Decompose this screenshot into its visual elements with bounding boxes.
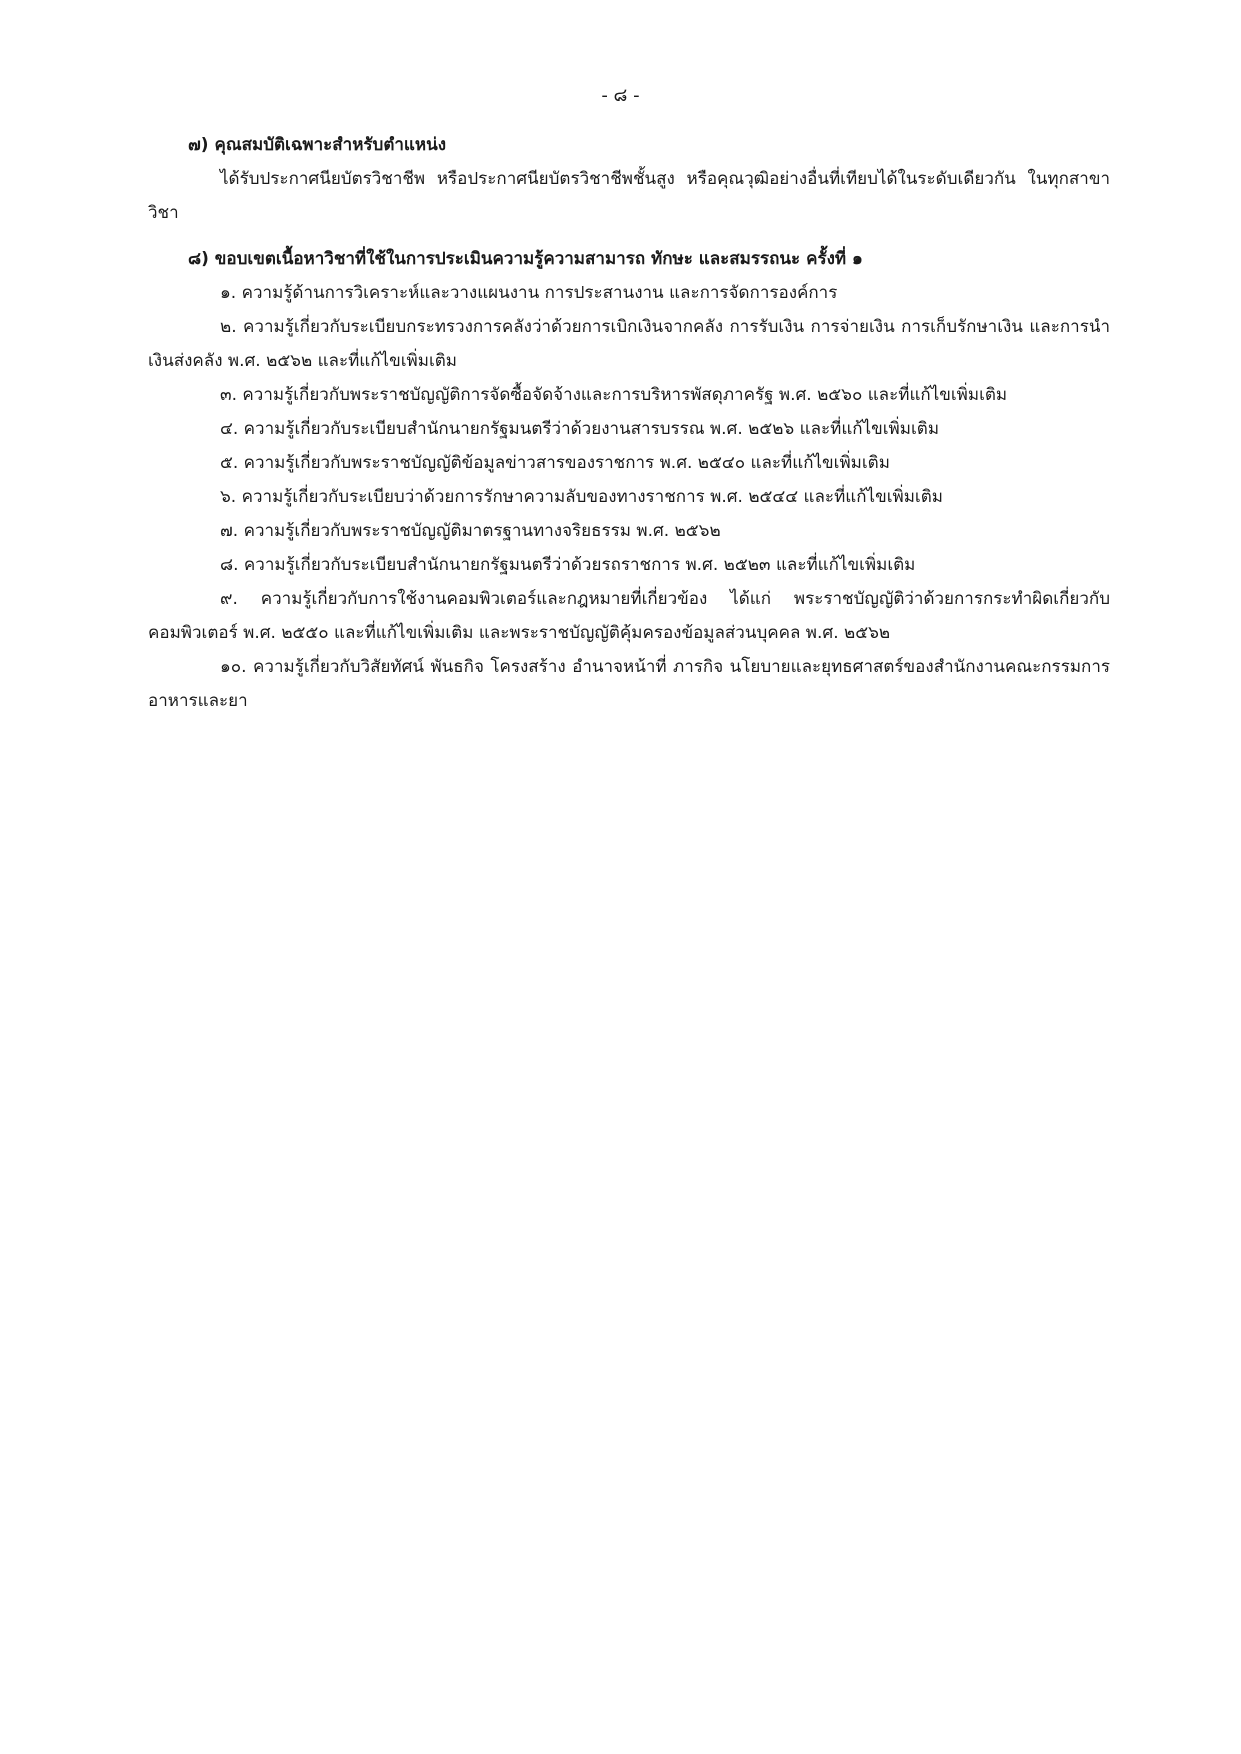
page-number: - ๘ - <box>601 85 640 106</box>
list-item-10: ๑๐. ความรู้เกี่ยวกับวิสัยทัศน์ พันธกิจ โครงสร้าง อำนาจหน้าที่ ภารกิจ นโยบายและยุทธศาสตร์ของสำนักงานคณะกรรมการอาหารและยา <box>148 657 1110 711</box>
section-7-body: ได้รับประกาศนียบัตรวิชาชีพ หรือประกาศนียบัตรวิชาชีพชั้นสูง หรือคุณวุฒิอย่างอื่นที่เทียบได้ในระดับเดียวกัน ในทุกสาขาวิชา <box>148 169 1110 223</box>
list-item-9: ๙. ความรู้เกี่ยวกับการใช้งานคอมพิวเตอร์และกฎหมายที่เกี่ยวข้อง ได้แก่ พระราชบัญญัติว่าด้วยการกระทำผิดเกี่ยวกับคอมพิวเตอร์ พ.ศ. ๒๕๕๐ และที่แก้ไขเพิ่มเติม และพระราชบัญญัติคุ้มครองข้อมูลส่วนบุคคล พ.ศ. ๒๕๖๒ <box>148 589 1110 643</box>
list-item-8: ๘. ความรู้เกี่ยวกับระเบียบสำนักนายกรัฐมนตรีว่าด้วยรถราชการ พ.ศ. ๒๕๒๓ และที่แก้ไขเพิ่มเติม <box>220 555 916 575</box>
document-body <box>148 128 1110 718</box>
list-item-7: ๗. ความรู้เกี่ยวกับพระราชบัญญัติมาตรฐานทางจริยธรรม พ.ศ. ๒๕๖๒ <box>220 521 721 541</box>
section-8-heading: ๘) ขอบเขตเนื้อหาวิชาที่ใช้ในการประเมินความรู้ความสามารถ ทักษะ และสมรรถนะ ครั้งที่ ๑ <box>188 249 863 269</box>
list-item-5: ๕. ความรู้เกี่ยวกับพระราชบัญญัติข้อมูลข่าวสารของราชการ พ.ศ. ๒๕๔๐ และที่แก้ไขเพิ่มเติม <box>220 453 890 473</box>
list-item-6: ๖. ความรู้เกี่ยวกับระเบียบว่าด้วยการรักษาความลับของทางราชการ พ.ศ. ๒๕๔๔ และที่แก้ไขเพิ่มเติม <box>220 487 943 507</box>
list-item-4: ๔. ความรู้เกี่ยวกับระเบียบสำนักนายกรัฐมนตรีว่าด้วยงานสารบรรณ พ.ศ. ๒๕๒๖ และที่แก้ไขเพิ่มเติม <box>220 419 940 439</box>
list-item-3: ๓. ความรู้เกี่ยวกับพระราชบัญญัติการจัดซื้อจัดจ้างและการบริหารพัสดุภาครัฐ พ.ศ. ๒๕๖๐ และที่แก้ไขเพิ่มเติม <box>220 385 1008 405</box>
list-item-2: ๒. ความรู้เกี่ยวกับระเบียบกระทรวงการคลังว่าด้วยการเบิกเงินจากคลัง การรับเงิน การจ่ายเงิน การเก็บรักษาเงิน และการนำเงินส่งคลัง พ.ศ. ๒๕๖๒ และที่แก้ไขเพิ่มเติม <box>148 317 1110 371</box>
list-item-1: ๑. ความรู้ด้านการวิเคราะห์และวางแผนงาน การประสานงาน และการจัดการองค์การ <box>220 283 838 303</box>
section-7-heading: ๗) คุณสมบัติเฉพาะสำหรับตำแหน่ง <box>188 135 447 155</box>
